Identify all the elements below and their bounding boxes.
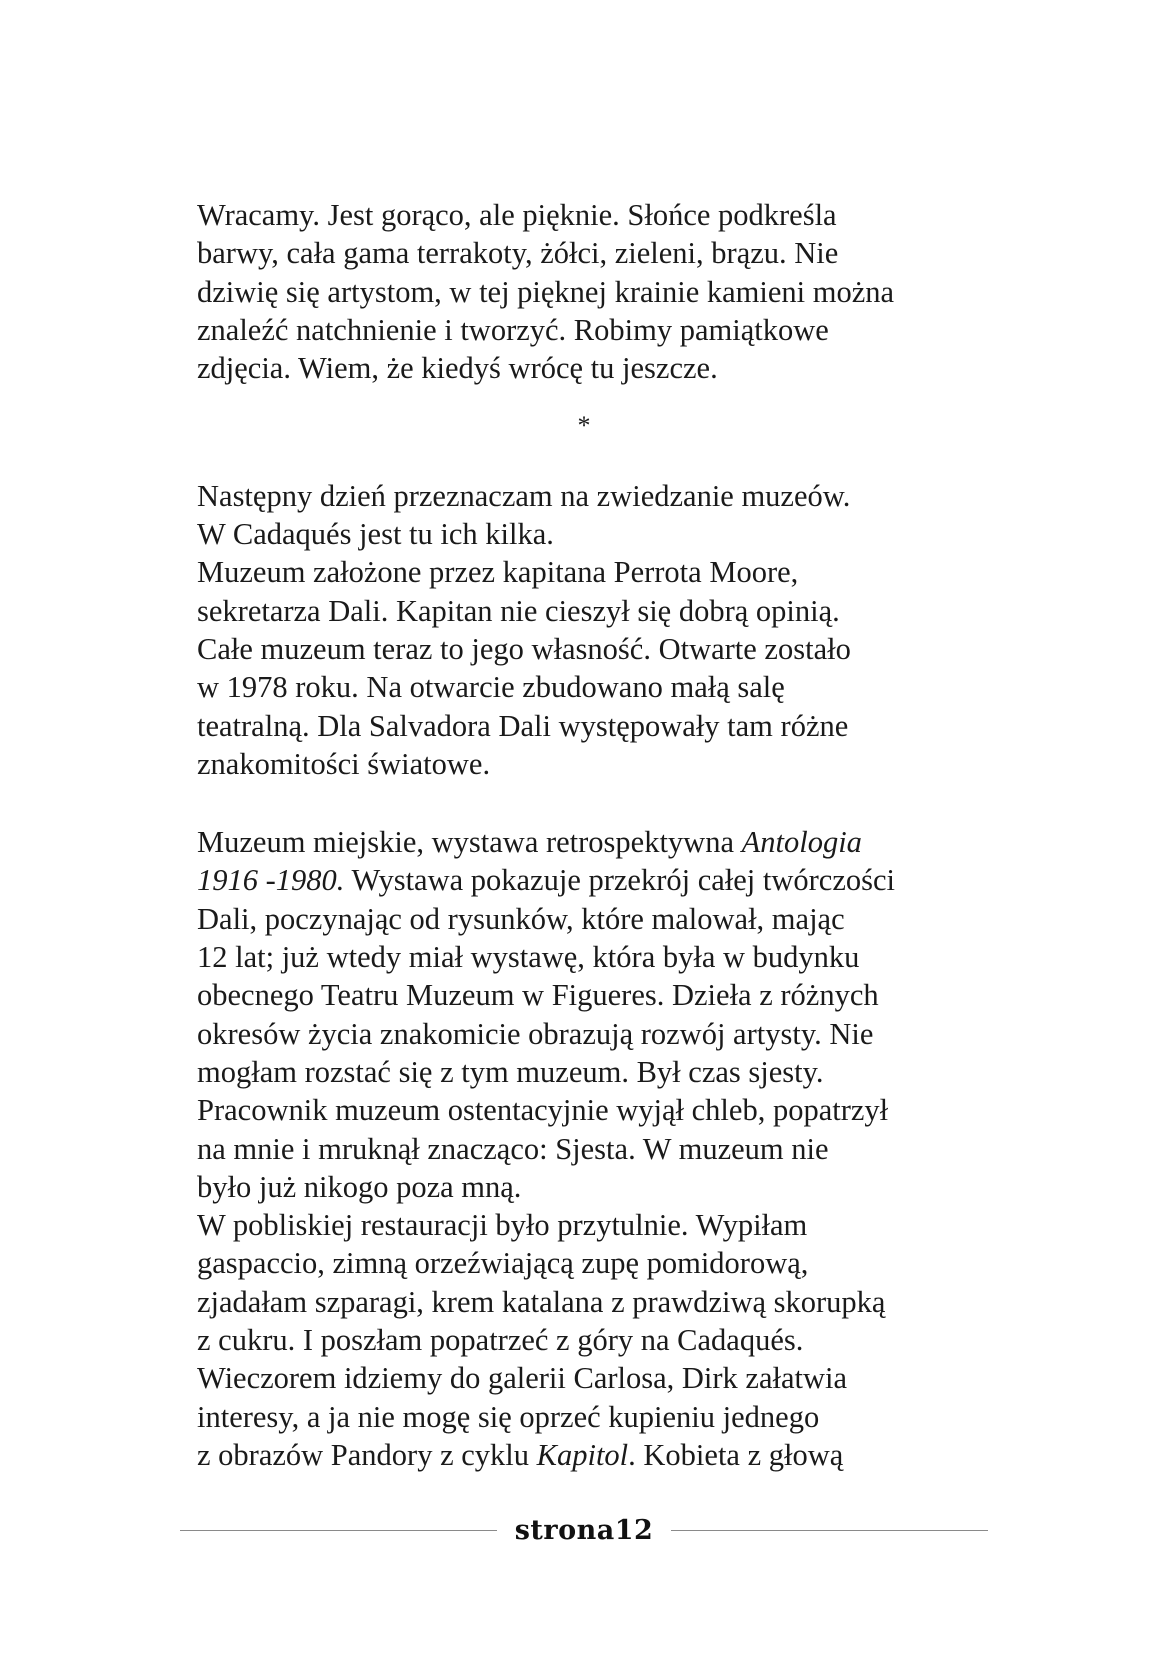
text-run: . Kobieta z głową [628, 1437, 844, 1472]
text-line [197, 823, 997, 861]
text-line: mogłam rozstać się z tym muzeum. Był czas sjesty. [197, 1054, 824, 1089]
paragraph-city-museum [197, 823, 997, 1474]
exhibition-years-italic: 1916 -1980. [197, 863, 345, 898]
text-line: znakomitości światowe. [197, 746, 491, 781]
text-line: Pracownik muzeum ostentacyjnie wyjął chleb, popatrzył [197, 1093, 889, 1128]
text-line: 12 lat; już wtedy miał wystawę, która była w budynku [197, 940, 860, 975]
text-line: interesy, a ja nie mogę się oprzeć kupieniu jednego [197, 1399, 820, 1434]
text-line: znaleźć natchnienie i tworzyć. Robimy pamiątkowe [197, 312, 829, 347]
footer-rule-right [671, 1530, 988, 1531]
text-line: było już nikogo poza mną. [197, 1169, 522, 1204]
exhibition-title-italic: Antologia [741, 825, 862, 860]
text-line: Całe muzeum teraz to jego własność. Otwarte zostało [197, 631, 851, 666]
text-line: w 1978 roku. Na otwarcie zbudowano małą salę [197, 670, 785, 705]
page-number-label: strona12 [514, 1514, 654, 1546]
text-line: Dali, poczynając od rysunków, które malował, mając [197, 901, 845, 936]
text-run: Wystawa pokazuje przekrój całej twórczości [344, 863, 896, 898]
text-line [197, 1436, 997, 1474]
spacer [197, 442, 997, 477]
paragraph-museums [197, 477, 997, 783]
page-body [197, 196, 997, 1474]
text-line: Wieczorem idziemy do galerii Carlosa, Dirk załatwia [197, 1361, 848, 1396]
section-separator-asterisk: * [577, 411, 591, 441]
text-line: zjadałam szparagi, krem katalana z prawdziwą skorupką [197, 1284, 886, 1319]
text-line: Muzeum założone przez kapitana Perrota Moore, [197, 555, 799, 590]
footer-rule-left [180, 1530, 497, 1531]
text-line: gaspaccio, zimną orzeźwiającą zupę pomidorową, [197, 1246, 809, 1281]
spacer [197, 783, 997, 823]
painting-cycle-italic: Kapitol [536, 1437, 629, 1472]
spacer [197, 387, 997, 403]
text-line [197, 861, 997, 899]
text-line: W Cadaqués jest tu ich kilka. [197, 517, 554, 552]
text-line: okresów życia znakomicie obrazują rozwój artysty. Nie [197, 1016, 874, 1051]
text-line: barwy, cała gama terrakoty, żółci, zieleni, brązu. Nie [197, 236, 839, 271]
text-line: na mnie i mruknął znacząco: Sjesta. W muzeum nie [197, 1131, 829, 1166]
text-run: z obrazów Pandory z cyklu [197, 1437, 537, 1472]
text-line: sekretarza Dali. Kapitan nie cieszył się dobrą opinią. [197, 593, 840, 628]
text-line: Wracamy. Jest gorąco, ale pięknie. Słońce podkreśla [197, 198, 837, 232]
text-line: zdjęcia. Wiem, że kiedyś wrócę tu jeszcze. [197, 351, 718, 386]
text-line: dziwię się artystom, w tej pięknej krainie kamieni można [197, 274, 895, 309]
page-footer [180, 1512, 988, 1548]
text-line: z cukru. I poszłam popatrzeć z góry na Cadaqués. [197, 1323, 804, 1358]
text-line: teatralną. Dla Salvadora Dali występowały tam różne [197, 708, 849, 743]
text-line: W pobliskiej restauracji było przytulnie. Wypiłam [197, 1208, 808, 1243]
paragraph-return [197, 196, 997, 387]
text-line: obecnego Teatru Muzeum w Figueres. Dzieła z różnych [197, 978, 879, 1013]
text-run: Muzeum miejskie, wystawa retrospektywna [197, 825, 742, 860]
text-line: Następny dzień przeznaczam na zwiedzanie muzeów. [197, 478, 851, 513]
